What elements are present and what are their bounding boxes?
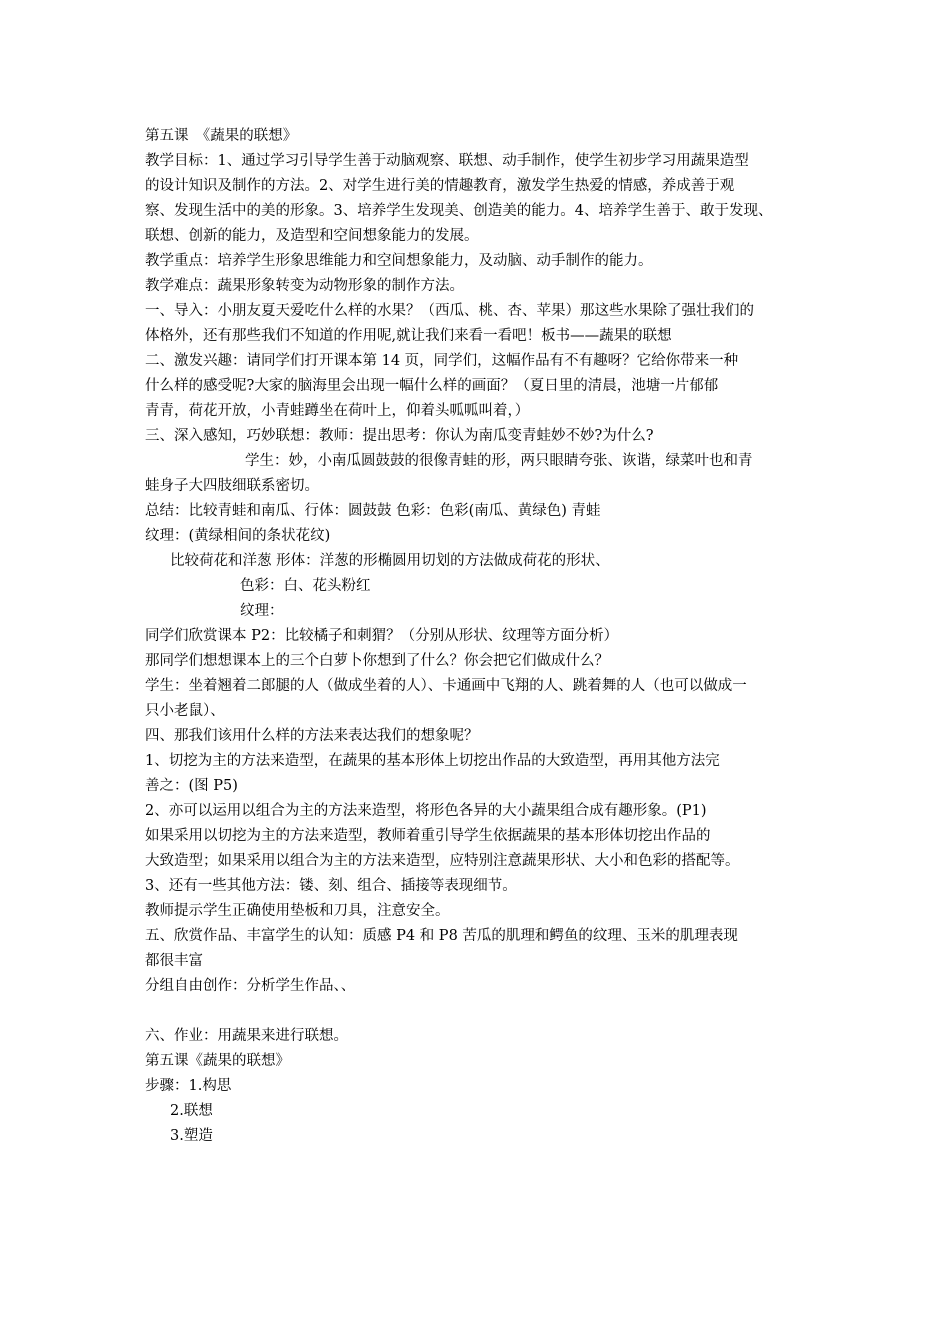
steps-line-1: 步骤：1.构思 (145, 1078, 232, 1094)
document-body (145, 124, 813, 1149)
objectives-line-1: 教学目标：1、通过学习引导学生善于动脑观察、联想、动手制作，使学生初步学习用蔬果造型 (145, 153, 749, 169)
summary-line-1: 总结：比较青蛙和南瓜、行体：圆鼓鼓 色彩：色彩(南瓜、黄绿色) 青蛙 (145, 503, 601, 519)
method-3: 3、还有一些其他方法：镂、刻、组合、插接等表现细节。 (145, 878, 517, 894)
method-2: 2、亦可以运用以组合为主的方法来造型，将形色各异的大小蔬果组合成有趣形象。(P1) (145, 803, 707, 819)
homework: 六、作业：用蔬果来进行联想。 (145, 1028, 348, 1044)
interest-line-2: 什么样的感受呢?大家的脑海里会出现一幅什么样的画面？（夏日里的清晨，池塘一片郁郁 (145, 378, 719, 394)
method-guidance-line-1: 如果采用以切挖为主的方法来造型，教师着重引导学生依据蔬果的基本形体切挖出作品的 (145, 828, 711, 844)
perception-line-1: 三、深入感知，巧妙联想：教师：提出思考：你认为南瓜变青蛙妙不妙?为什么? (145, 428, 654, 444)
steps-line-2: 2.联想 (170, 1103, 213, 1119)
objectives-line-2: 的设计知识及制作的方法。2、对学生进行美的情趣教育，激发学生热爱的情感，养成善于观 (145, 178, 735, 194)
lesson-title: 第五课 《蔬果的联想》 (145, 128, 298, 144)
appreciate-p2: 同学们欣赏课本 P2：比较橘子和刺猬？（分别从形状、纹理等方面分析） (145, 628, 619, 644)
difficult-points: 教学难点：蔬果形象转变为动物形象的制作方法。 (145, 278, 464, 294)
radish-question: 那同学们想想课本上的三个白萝卜你想到了什么？你会把它们做成什么？ (145, 653, 609, 669)
objectives-line-3: 察、发现生活中的美的形象。3、培养学生发现美、创造美的能力。4、培养学生善于、敢于发现、 (145, 203, 773, 219)
summary-line-2: 纹理：(黄绿相间的条状花纹) (145, 528, 331, 544)
methods-heading: 四、那我们该用什么样的方法来表达我们的想象呢？ (145, 728, 479, 744)
compare-color: 色彩：白、花头粉红 (240, 578, 371, 594)
objectives-line-4: 联想、创新的能力，及造型和空间想象能力的发展。 (145, 228, 479, 244)
steps-line-3: 3.塑造 (170, 1128, 213, 1144)
method-guidance-line-2: 大致造型；如果采用以组合为主的方法来造型，应特别注意蔬果形状、大小和色彩的搭配等。 (145, 853, 740, 869)
group-creation: 分组自由创作：分析学生作品、、 (145, 978, 356, 994)
blank-line (145, 999, 813, 1024)
interest-line-3: 青青，荷花开放，小青蛙蹲坐在荷叶上，仰着头呱呱叫着，） (145, 403, 530, 419)
safety-note: 教师提示学生正确使用垫板和刀具，注意安全。 (145, 903, 450, 919)
student-ideas-line-2: 只小老鼠）、 (145, 703, 225, 719)
board-title: 第五课《蔬果的联想》 (145, 1053, 290, 1069)
intro-line-2: 体格外，还有那些我们不知道的作用呢,就让我们来看一看吧！板书——蔬果的联想 (145, 328, 672, 344)
interest-line-1: 二、激发兴趣：请同学们打开课本第 14 页，同学们，这幅作品有不有趣呀？它给你带来一种 (145, 353, 739, 369)
key-points: 教学重点：培养学生形象思维能力和空间想象能力，及动脑、动手制作的能力。 (145, 253, 653, 269)
appreciation-line-2: 都很丰富 (145, 953, 203, 969)
student-answer-line-1: 学生：妙，小南瓜圆鼓鼓的很像青蛙的形，两只眼睛夸张、诙谐，绿菜叶也和青 (245, 453, 753, 469)
compare-lotus-onion: 比较荷花和洋葱 形体：洋葱的形椭圆用切划的方法做成荷花的形状、 (170, 553, 610, 569)
appreciation-line-1: 五、欣赏作品、丰富学生的认知：质感 P4 和 P8 苦瓜的肌理和鳄鱼的纹理、玉米的肌理表现 (145, 928, 738, 944)
student-ideas-line-1: 学生：坐着翘着二郎腿的人（做成坐着的人）、卡通画中飞翔的人、跳着舞的人（也可以做成一 (145, 678, 747, 694)
compare-texture: 纹理： (240, 603, 284, 619)
intro-line-1: 一、导入：小朋友夏天爱吃什么样的水果？（西瓜、桃、杏、苹果）那这些水果除了强壮我们的 (145, 303, 754, 319)
student-answer-line-2: 蛙身子大四肢细联系密切。 (145, 478, 319, 494)
method-1-line-1: 1、切挖为主的方法来造型，在蔬果的基本形体上切挖出作品的大致造型，再用其他方法完 (145, 753, 720, 769)
method-1-line-2: 善之：(图 P5) (145, 778, 238, 794)
